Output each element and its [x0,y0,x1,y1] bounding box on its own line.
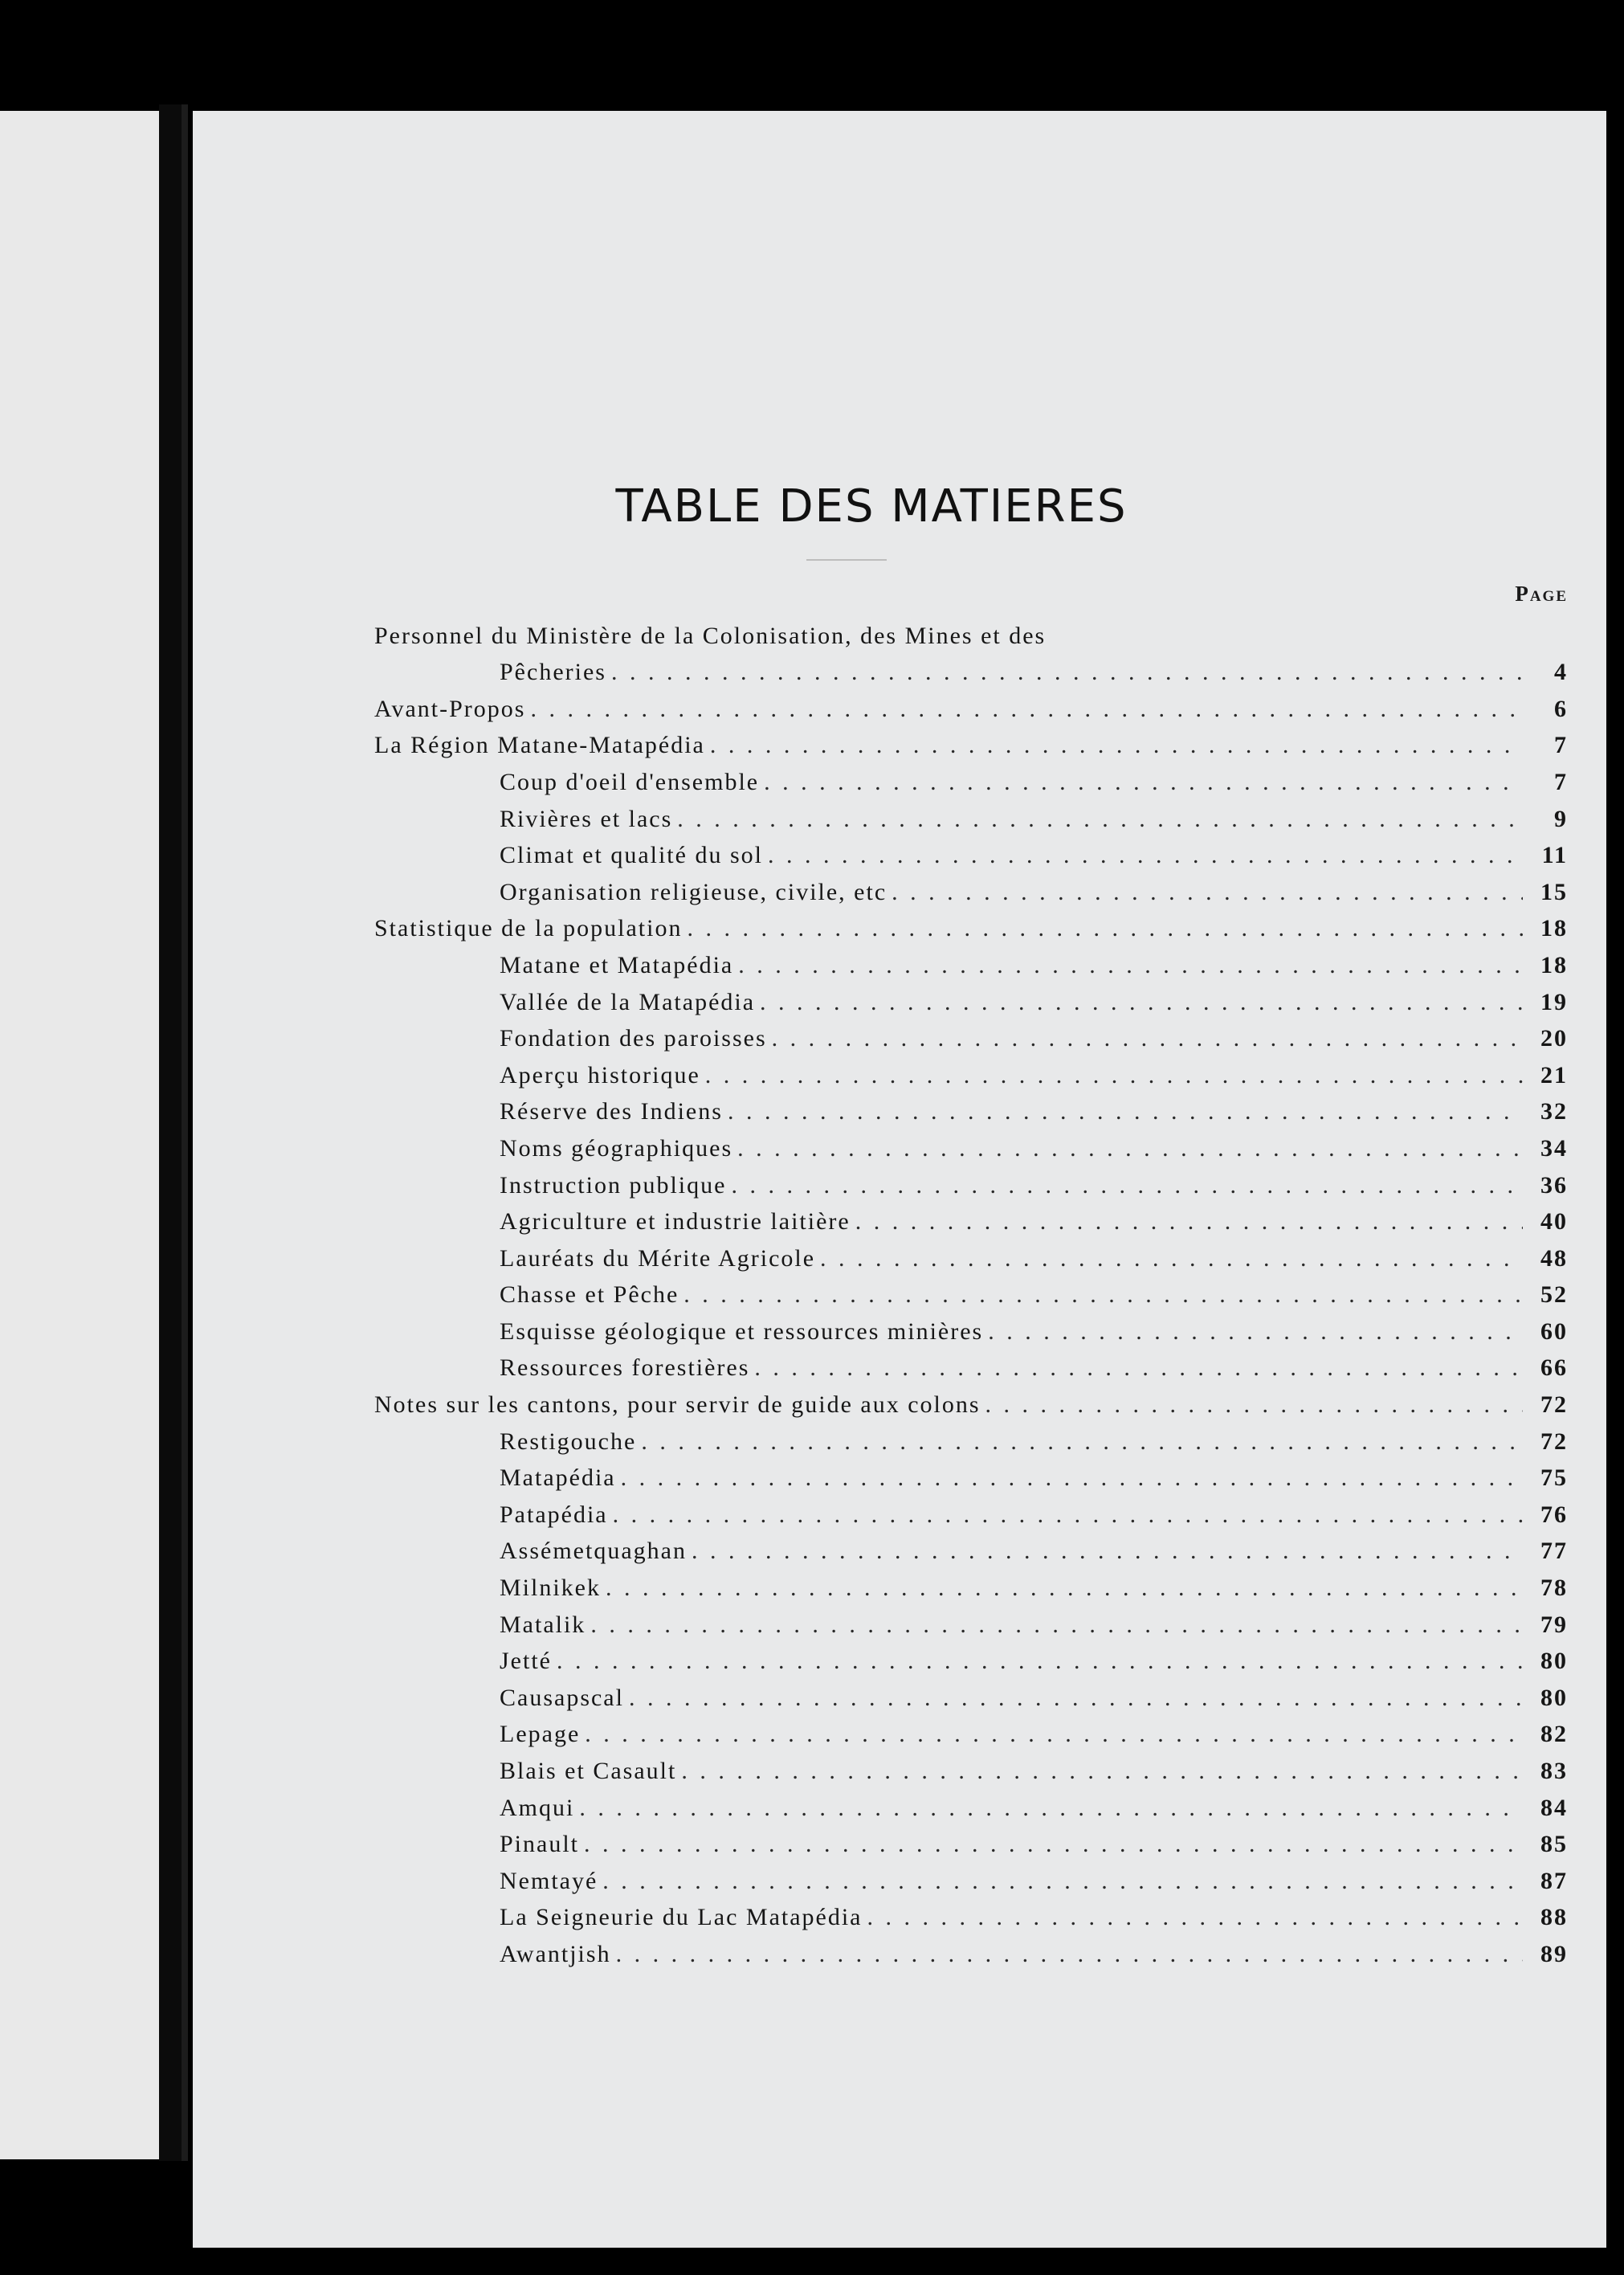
toc-page-number: 19 [1540,988,1568,1015]
toc-entry-label: Personnel du Ministère de la Colonisation, des Mines et des [374,622,1047,649]
toc-entry-label: Lauréats du Mérite Agricole [500,1244,816,1272]
toc-entry [374,1236,1568,1273]
toc-entry [374,760,1568,797]
toc-entry-label: Causapscal [500,1684,624,1711]
toc-entry [374,1163,1568,1200]
toc-entry [374,1309,1568,1346]
toc-dot-leader [574,1794,1523,1823]
toc-page-number: 34 [1540,1134,1568,1162]
toc-entry-label: Pêcheries [500,659,606,686]
toc-page-number: 72 [1540,1427,1568,1455]
toc-page-number: 36 [1540,1171,1568,1199]
toc-page-number: 48 [1540,1244,1568,1272]
toc-page-number: 85 [1540,1831,1568,1858]
toc-entry-label: Coup d'oeil d'ensemble [500,768,760,795]
toc-dot-leader [611,1940,1523,1969]
toc-dot-leader [749,1354,1523,1383]
toc-page-number: 77 [1540,1538,1568,1565]
toc-dot-leader [887,878,1523,907]
toc-entry-label: Aperçu historique [500,1061,700,1088]
toc-entry-label: Rivières et lacs [500,805,673,832]
toc-page-number: 82 [1540,1721,1568,1748]
toc-page-number: 80 [1540,1648,1568,1675]
toc-dot-leader [601,1574,1523,1603]
toc-entry [374,1346,1568,1383]
toc-entry-label: Agriculture et industrie laitière [500,1208,851,1236]
toc-entry [374,1823,1568,1860]
toc-entry-label: Awantjish [500,1940,611,1967]
toc-entry [374,1090,1568,1127]
toc-dot-leader [705,731,1523,760]
toc-entry [374,1676,1568,1713]
toc-entry [374,1273,1568,1310]
toc-dot-leader [672,805,1523,834]
toc-entry [374,1456,1568,1493]
toc-page-number: 52 [1540,1281,1568,1309]
toc-dot-leader [525,695,1523,724]
toc-entry-label: Fondation des paroisses [500,1025,767,1052]
toc-entry-label: Noms géographiques [500,1134,733,1162]
book-gutter [159,104,182,2161]
toc-entry [374,907,1568,944]
toc-dot-leader [759,768,1523,797]
toc-entry [374,1896,1568,1933]
toc-entry-label: Amqui [500,1794,575,1821]
toc-entry [374,651,1568,688]
toc-page-number: 9 [1554,805,1568,832]
page-title: TABLE DES MATIERES [615,480,1128,533]
toc-page-number: 66 [1540,1354,1568,1382]
toc-entry [374,943,1568,980]
toc-page-number: 20 [1540,1025,1568,1052]
toc-page-number: 88 [1540,1904,1568,1931]
toc-page-number: 84 [1540,1794,1568,1821]
toc-entry-label: Notes sur les cantons, pour servir de guide aux colons [374,1391,981,1419]
toc-entry [374,1603,1568,1640]
toc-page-number: 4 [1554,659,1568,686]
toc-entry-label: Restigouche [500,1427,637,1455]
toc-entry-label: Nemtayé [500,1867,598,1894]
toc-entry-label: Statistique de la population [374,915,683,942]
title-divider [806,559,887,561]
toc-page-number: 72 [1540,1391,1568,1419]
toc-dot-leader [598,1867,1523,1896]
toc-entry-label: La Seigneurie du Lac Matapédia [500,1904,863,1931]
toc-entry-label: Jetté [500,1648,552,1675]
toc-dot-leader [687,1537,1523,1566]
toc-page-number: 83 [1540,1758,1568,1784]
toc-dot-leader [851,1207,1523,1236]
toc-entry [374,1200,1568,1237]
toc-page-number: 6 [1554,695,1568,722]
table-of-contents [374,614,1568,1969]
toc-entry-label: Climat et qualité du sol [500,842,763,869]
toc-entry [374,1786,1568,1823]
toc-page-number: 18 [1540,951,1568,978]
toc-dot-leader [606,658,1523,687]
toc-dot-leader [981,1391,1523,1419]
toc-entry [374,1640,1568,1677]
toc-dot-leader [732,1134,1523,1163]
document-page [193,111,1606,2248]
toc-page-number: 87 [1540,1867,1568,1894]
toc-entry [374,1749,1568,1786]
toc-page-number: 76 [1540,1501,1568,1528]
toc-dot-leader [767,1024,1523,1053]
toc-page-number: 32 [1540,1098,1568,1125]
toc-page-number: 75 [1540,1464,1568,1492]
toc-page-number: 40 [1540,1208,1568,1236]
toc-entry-label: La Région Matane-Matapédia [374,732,705,759]
toc-page-number: 7 [1554,768,1568,795]
toc-entry [374,1419,1568,1456]
toc-entry-label: Instruction publique [500,1171,727,1199]
toc-entry [374,724,1568,761]
toc-entry [374,834,1568,871]
toc-entry [374,687,1568,724]
toc-entry [374,1530,1568,1566]
toc-dot-leader [676,1757,1523,1786]
toc-entry [374,614,1568,651]
toc-entry-label: Réserve des Indiens [500,1098,723,1125]
toc-entry-label: Assémetquaghan [500,1538,687,1565]
toc-entry [374,1383,1568,1419]
toc-entry [374,870,1568,907]
toc-dot-leader [726,1171,1523,1200]
toc-entry [374,1713,1568,1750]
toc-dot-leader [815,1244,1523,1273]
toc-entry [374,1859,1568,1896]
toc-dot-leader [608,1501,1523,1530]
toc-entry [374,1566,1568,1603]
toc-dot-leader [723,1097,1523,1126]
toc-entry-label: Organisation religieuse, civile, etc [500,878,887,905]
toc-dot-leader [586,1611,1523,1640]
toc-page-number: 21 [1540,1061,1568,1088]
toc-dot-leader [682,914,1523,943]
toc-dot-leader [636,1427,1523,1456]
toc-entry-label: Pinault [500,1831,580,1858]
toc-entry [374,797,1568,834]
toc-page-number: 89 [1540,1940,1568,1967]
toc-dot-leader [580,1720,1523,1749]
toc-entry-label: Matane et Matapédia [500,951,734,978]
toc-page-number: 79 [1540,1611,1568,1638]
toc-dot-leader [733,951,1523,980]
toc-dot-leader [863,1903,1524,1932]
toc-page-number: 78 [1540,1575,1568,1602]
toc-entry-label: Lepage [500,1721,581,1748]
toc-entry-label: Esquisse géologique et ressources minières [500,1317,984,1345]
toc-entry [374,1017,1568,1054]
toc-page-number: 18 [1540,915,1568,942]
toc-entry-label: Chasse et Pêche [500,1281,679,1309]
toc-entry-label: Blais et Casault [500,1758,677,1784]
toc-page-number: 7 [1554,732,1568,759]
facing-page-edge [0,111,159,2159]
toc-entry-label: Avant-Propos [374,695,526,722]
toc-dot-leader [983,1317,1523,1346]
toc-entry-label: Ressources forestières [500,1354,750,1382]
toc-entry [374,1932,1568,1969]
toc-dot-leader [616,1464,1523,1493]
toc-page-number: 11 [1541,842,1568,869]
toc-entry-label: Matalik [500,1611,586,1638]
toc-entry-label: Patapédia [500,1501,608,1528]
toc-dot-leader [755,988,1523,1017]
toc-page-number: 60 [1540,1317,1568,1345]
toc-entry [374,1493,1568,1530]
toc-dot-leader [679,1280,1523,1309]
toc-entry-label: Vallée de la Matapédia [500,988,756,1015]
toc-dot-leader [700,1061,1523,1090]
toc-page-number: 15 [1540,878,1568,905]
toc-page-number: 80 [1540,1684,1568,1711]
toc-entry-label: Matapédia [500,1464,616,1492]
toc-dot-leader [624,1684,1523,1713]
toc-dot-leader [579,1830,1523,1859]
toc-entry-label: Milnikek [500,1575,601,1602]
toc-entry [374,1053,1568,1090]
toc-entry [374,1126,1568,1163]
toc-entry [374,980,1568,1017]
binding-edge [182,104,188,2161]
toc-dot-leader [552,1647,1523,1676]
toc-dot-leader [763,841,1523,870]
page-column-header: Page [1515,582,1568,606]
